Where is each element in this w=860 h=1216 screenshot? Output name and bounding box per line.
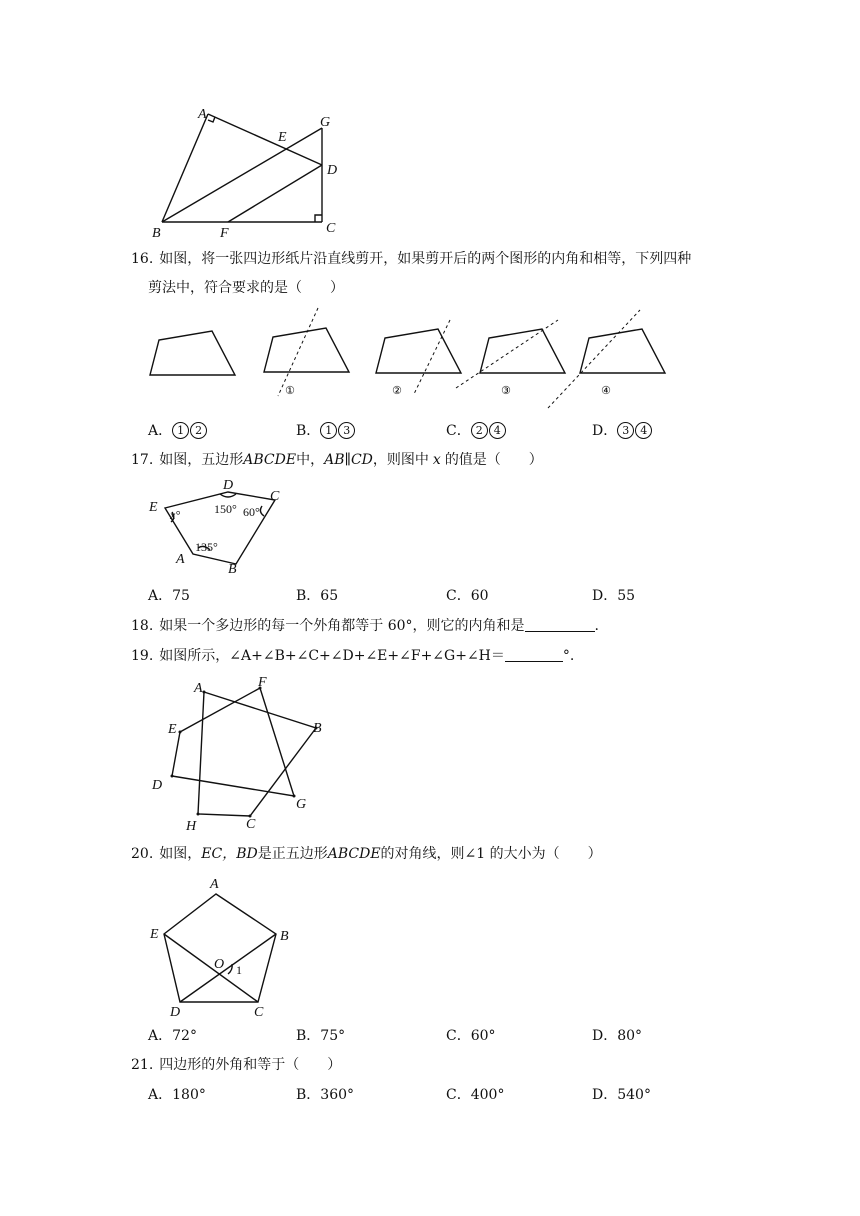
question-21: 21. 四边形的外角和等于（ ） <box>131 1057 342 1073</box>
label-o: O <box>214 957 225 972</box>
label-a: A <box>176 552 185 567</box>
figure-q19 <box>140 672 340 837</box>
label-g: G <box>296 797 307 812</box>
q16-option-a[interactable]: A． 1 2 <box>148 421 208 441</box>
label-d: D <box>223 478 234 493</box>
figure-q16-cuts <box>140 300 680 415</box>
label-h: H <box>186 819 197 834</box>
q21-option-b[interactable]: B．360° <box>296 1087 355 1103</box>
cut-label-1: ① <box>285 384 295 397</box>
q20-option-c[interactable]: C．60° <box>446 1028 496 1044</box>
label-b: B <box>313 721 322 736</box>
label-a: A <box>194 681 203 696</box>
label-150: 150° <box>214 502 237 516</box>
label-e: E <box>168 722 177 737</box>
label-c: C <box>254 1005 264 1020</box>
answer-blank[interactable] <box>505 647 563 662</box>
question-number: 16. <box>131 251 154 267</box>
figure-q17 <box>140 472 300 582</box>
q16-option-c[interactable]: C． 2 4 <box>446 421 507 441</box>
question-16-line-2 <box>148 278 344 298</box>
label-d: D <box>152 778 163 793</box>
q17-option-b[interactable]: B．65 <box>296 588 339 604</box>
question-text: 如图，将一张四边形纸片沿直线剪开，如果剪开后的两个图形的内角和相等，下列四种 <box>159 251 692 267</box>
label-c: C <box>270 489 280 504</box>
label-e: E <box>150 927 159 942</box>
q21-option-c[interactable]: C．400° <box>446 1087 505 1103</box>
q21-option-d[interactable]: D．540° <box>592 1087 651 1103</box>
q16-option-b[interactable]: B． 1 3 <box>296 421 356 441</box>
figure-q20 <box>140 870 310 1020</box>
q17-option-d[interactable]: D．55 <box>592 588 636 604</box>
label-angle-1: 1 <box>236 963 242 977</box>
q20-option-a[interactable]: A．72° <box>148 1028 197 1044</box>
question-20: 20. 如图，EC，BD是正五边形ABCDE的对角线，则∠1 的大小为（ ） <box>131 846 602 862</box>
label-b: B <box>228 562 237 577</box>
cut-label-4: ④ <box>601 384 611 397</box>
label-d: D <box>327 163 338 178</box>
q20-option-b[interactable]: B．75° <box>296 1028 346 1044</box>
label-c: C <box>246 817 256 832</box>
label-c: C <box>326 221 336 236</box>
label-b: B <box>280 929 289 944</box>
question-16-line-1 <box>131 249 691 269</box>
label-f: F <box>258 675 267 690</box>
label-e: E <box>149 500 158 515</box>
label-a: A <box>210 877 219 892</box>
question-18: 18. 如果一个多边形的每一个外角都等于 60°，则它的内角和是 . <box>131 618 599 634</box>
q17-option-c[interactable]: C．60 <box>446 588 489 604</box>
question-17: 17. 如图，五边形ABCDE中，AB∥CD，则图中 x 的值是（ ） <box>131 452 543 468</box>
label-f: F <box>220 226 229 241</box>
q21-option-a[interactable]: A．180° <box>148 1087 206 1103</box>
answer-blank[interactable] <box>525 617 595 632</box>
cut-label-3: ③ <box>501 384 511 397</box>
label-d: D <box>170 1005 181 1020</box>
q16-option-d[interactable]: D． 3 4 <box>592 421 653 441</box>
q17-option-a[interactable]: A．75 <box>148 588 190 604</box>
question-text: 剪法中，符合要求的是（ ） <box>148 280 344 296</box>
label-60: 60° <box>243 505 260 519</box>
cut-label-2: ② <box>392 384 402 397</box>
label-135: 135° <box>195 540 218 554</box>
question-19: 19. 如图所示，∠A+∠B+∠C+∠D+∠E+∠F+∠G+∠H＝ °. <box>131 648 575 664</box>
label-x: x° <box>170 508 181 522</box>
figure-q15 <box>140 100 360 240</box>
q20-option-d[interactable]: D．80° <box>592 1028 643 1044</box>
label-b: B <box>152 226 161 241</box>
label-g: G <box>320 115 331 130</box>
label-a: A <box>198 107 207 122</box>
label-e: E <box>278 130 287 145</box>
